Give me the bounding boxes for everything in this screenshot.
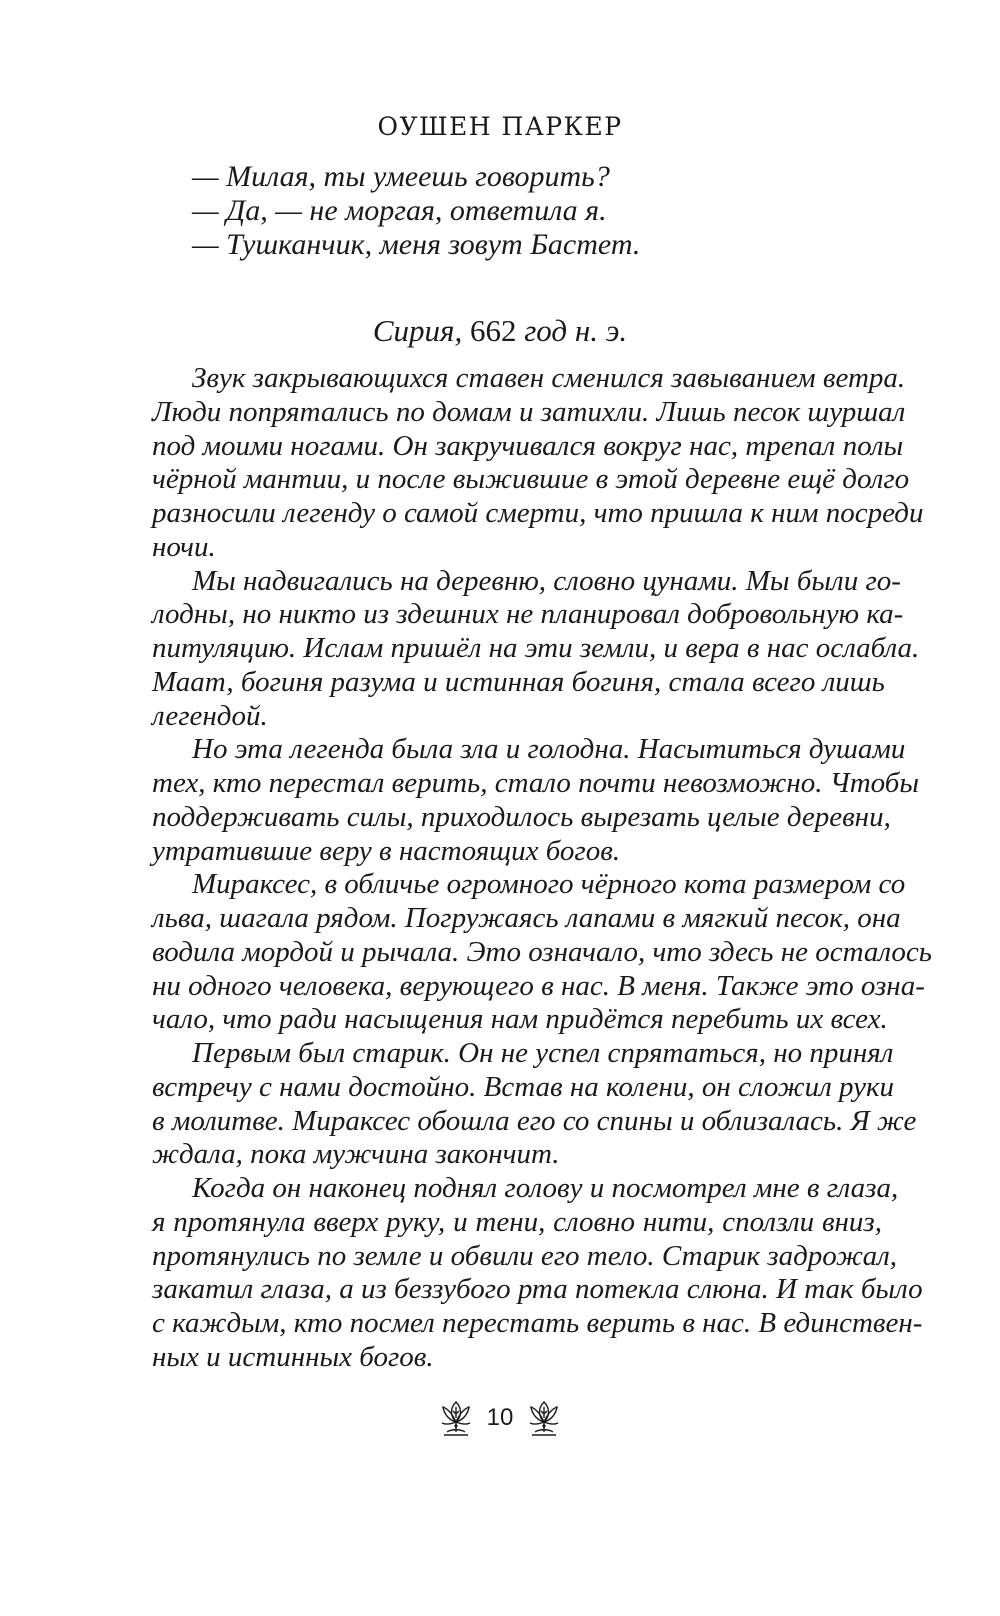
dialogue-line: — Милая, ты умеешь говорить?: [192, 160, 610, 193]
page-number: 10: [486, 1404, 514, 1431]
paragraph-line: закатил глаза, а из беззубого рта потекла слюна. И так было: [152, 1273, 923, 1306]
paragraph-line: чало, что ради насыщения нам придётся перебить их всех.: [152, 1003, 888, 1036]
paragraph-line: питуляцию. Ислам пришёл на эти земли, и вера в нас ослабла.: [152, 632, 920, 664]
running-head: ОУШЕН ПАРКЕР: [377, 112, 623, 141]
paragraph-line: с каждым, кто посмел перестать верить в нас. В единствен-: [152, 1307, 923, 1339]
paragraph-line: чёрной мантии, и после выжившие в этой деревне ещё долго: [152, 463, 910, 496]
paragraph-line: поддерживать силы, приходилось вырезать целые деревни,: [152, 800, 891, 833]
paragraph-first-line: Когда он наконец поднял голову и посмотрел мне в глаза,: [192, 1172, 899, 1204]
paragraph-first-line: Звук закрывающихся ставен сменился завыванием ветра.: [192, 362, 906, 394]
page-footer: [0, 1388, 1000, 1448]
paragraph-first-line: Мы надвигались на деревню, словно цунами. Мы были го-: [192, 564, 901, 597]
paragraph-line: разносили легенду о самой смерти, что пришла к ним посреди: [152, 497, 924, 529]
paragraph-line: я протянула вверх руку, и тени, словно нити, сползли вниз,: [152, 1205, 882, 1238]
paragraph-line: встречу с нами достойно. Встав на колени, он сложил руки: [152, 1070, 895, 1103]
paragraph-line: утратившие веру в настоящих богов.: [152, 834, 621, 867]
paragraph-line: Маат, богиня разума и истинная богиня, стала всего лишь: [152, 665, 885, 698]
paragraph-first-line: Первым был старик. Он не успел спрятаться, но принял: [192, 1037, 894, 1069]
paragraph-line: ночи.: [152, 530, 216, 563]
dialogue-line: — Да, — не моргая, ответила я.: [192, 194, 607, 227]
paragraph-line: льва, шагала рядом. Погружаясь лапами в мягкий песок, она: [152, 902, 901, 934]
heading-year: 662: [469, 313, 517, 348]
heading-era: год н. э.: [516, 313, 628, 348]
lotus-ornament-icon: [439, 1398, 473, 1438]
paragraph-first-line: Но эта легенда была зла и голодна. Насытиться душами: [192, 733, 906, 766]
paragraph-line: легендой.: [152, 699, 268, 732]
heading-place: Сирия,: [372, 313, 470, 348]
paragraph-line: в молитве. Мираксес обошла его со спины и облизалась. Я же: [152, 1104, 917, 1137]
paragraph-line: ных и истинных богов.: [152, 1340, 434, 1373]
body-text: [152, 362, 932, 1375]
paragraph-line: Люди попрятались по домам и затихли. Лишь песок шуршал: [152, 395, 906, 428]
paragraph-first-line: Мираксес, в обличье огромного чёрного кота размером со: [192, 868, 906, 901]
paragraph-line: протянулись по земле и обвили его тело. Старик задрожал,: [152, 1239, 898, 1272]
paragraph-line: лодны, но никто из здешних не планировал добровольную ка-: [152, 598, 904, 631]
paragraph-line: тех, кто перестал верить, стало почти невозможно. Чтобы: [152, 767, 919, 799]
lotus-ornament-icon: [527, 1398, 561, 1438]
section-heading: [0, 313, 1000, 349]
dialogue-line: — Тушканчик, меня зовут Бастет.: [192, 228, 641, 261]
paragraph-line: водила мордой и рычала. Это означало, что здесь не осталось: [152, 935, 932, 968]
paragraph-line: ни одного человека, верующего в нас. В меня. Также это озна-: [152, 969, 925, 1002]
paragraph-line: ждала, пока мужчина закончит.: [152, 1138, 560, 1171]
dialogue-block: [192, 160, 882, 262]
paragraph-line: под моими ногами. Он закручивался вокруг нас, трепал полы: [152, 429, 904, 462]
